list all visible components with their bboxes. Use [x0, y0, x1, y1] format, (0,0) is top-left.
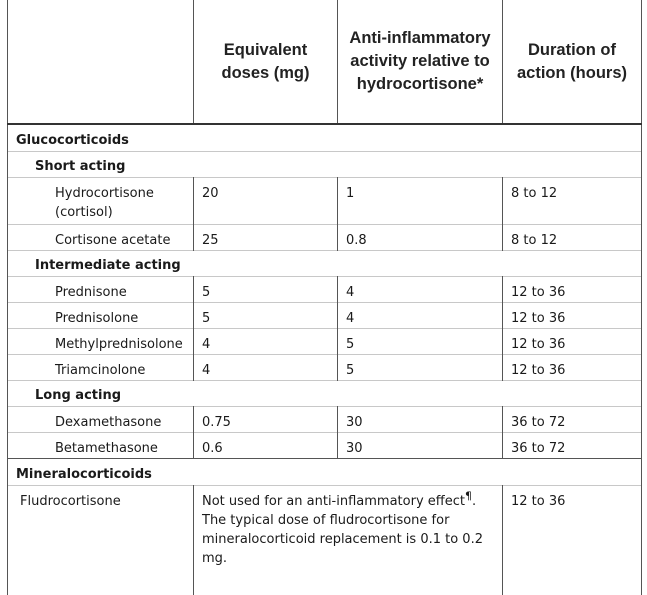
header-row: [8, 0, 642, 124]
dose-cell: 20: [194, 177, 338, 224]
section-row: [8, 458, 642, 485]
drug-name: Prednisolone: [8, 302, 194, 328]
subsection-row: [8, 151, 642, 177]
footnote-mark: ¶: [464, 489, 472, 503]
section-mineralocorticoids: Mineralocorticoids: [8, 458, 642, 485]
table-row: [8, 224, 642, 250]
drug-name: Methylprednisolone: [8, 328, 194, 354]
drug-name: Fludrocortisone: [8, 485, 194, 595]
table-row: [8, 485, 642, 595]
dose-cell: 4: [194, 354, 338, 380]
table-row: [8, 276, 642, 302]
activity-cell: 30: [338, 406, 503, 432]
dose-cell: 25: [194, 224, 338, 250]
subsection-row: [8, 380, 642, 406]
table-row: [8, 354, 642, 380]
drug-name: Hydrocortisone (cortisol): [8, 177, 194, 224]
duration-cell: 12 to 36: [503, 485, 642, 595]
note-text: Not used for an anti-inflammatory effect: [202, 493, 465, 509]
subsection-intermediate-acting: Intermediate acting: [8, 250, 642, 276]
table-row: [8, 177, 642, 224]
activity-cell: 4: [338, 276, 503, 302]
activity-cell: 1: [338, 177, 503, 224]
section-row: [8, 124, 642, 151]
drug-name: Triamcinolone: [8, 354, 194, 380]
drug-name: Dexamethasone: [8, 406, 194, 432]
table-row: [8, 328, 642, 354]
drug-name: Prednisone: [8, 276, 194, 302]
duration-cell: 12 to 36: [503, 302, 642, 328]
header-blank: [8, 0, 194, 124]
header-duration: Duration of action (hours): [503, 0, 642, 124]
duration-cell: 8 to 12: [503, 177, 642, 224]
table-row: [8, 432, 642, 458]
duration-cell: 36 to 72: [503, 432, 642, 458]
activity-cell: 5: [338, 354, 503, 380]
duration-cell: 36 to 72: [503, 406, 642, 432]
note-text-rest: . The typical dose of fludrocortisone for mineralocorticoid replacement is 0.1 to 0.2 mg.: [202, 493, 483, 566]
activity-cell: 4: [338, 302, 503, 328]
subsection-row: [8, 250, 642, 276]
dose-cell: 0.75: [194, 406, 338, 432]
corticosteroid-comparison-table: [7, 0, 642, 595]
duration-cell: 8 to 12: [503, 224, 642, 250]
duration-cell: 12 to 36: [503, 328, 642, 354]
header-equivalent-doses: Equivalent doses (mg): [194, 0, 338, 124]
subsection-short-acting: Short acting: [8, 151, 642, 177]
drug-name: Cortisone acetate: [8, 224, 194, 250]
dose-cell: 5: [194, 302, 338, 328]
fludrocortisone-note: [194, 485, 503, 595]
table-row: [8, 406, 642, 432]
dose-cell: 5: [194, 276, 338, 302]
header-anti-inflammatory-activity: Anti-inflammatory activity relative to hydrocortisone*: [338, 0, 503, 124]
duration-cell: 12 to 36: [503, 276, 642, 302]
drug-name: Betamethasone: [8, 432, 194, 458]
subsection-long-acting: Long acting: [8, 380, 642, 406]
section-glucocorticoids: Glucocorticoids: [8, 124, 642, 151]
dose-cell: 4: [194, 328, 338, 354]
activity-cell: 0.8: [338, 224, 503, 250]
dose-cell: 0.6: [194, 432, 338, 458]
table-row: [8, 302, 642, 328]
activity-cell: 5: [338, 328, 503, 354]
activity-cell: 30: [338, 432, 503, 458]
duration-cell: 12 to 36: [503, 354, 642, 380]
